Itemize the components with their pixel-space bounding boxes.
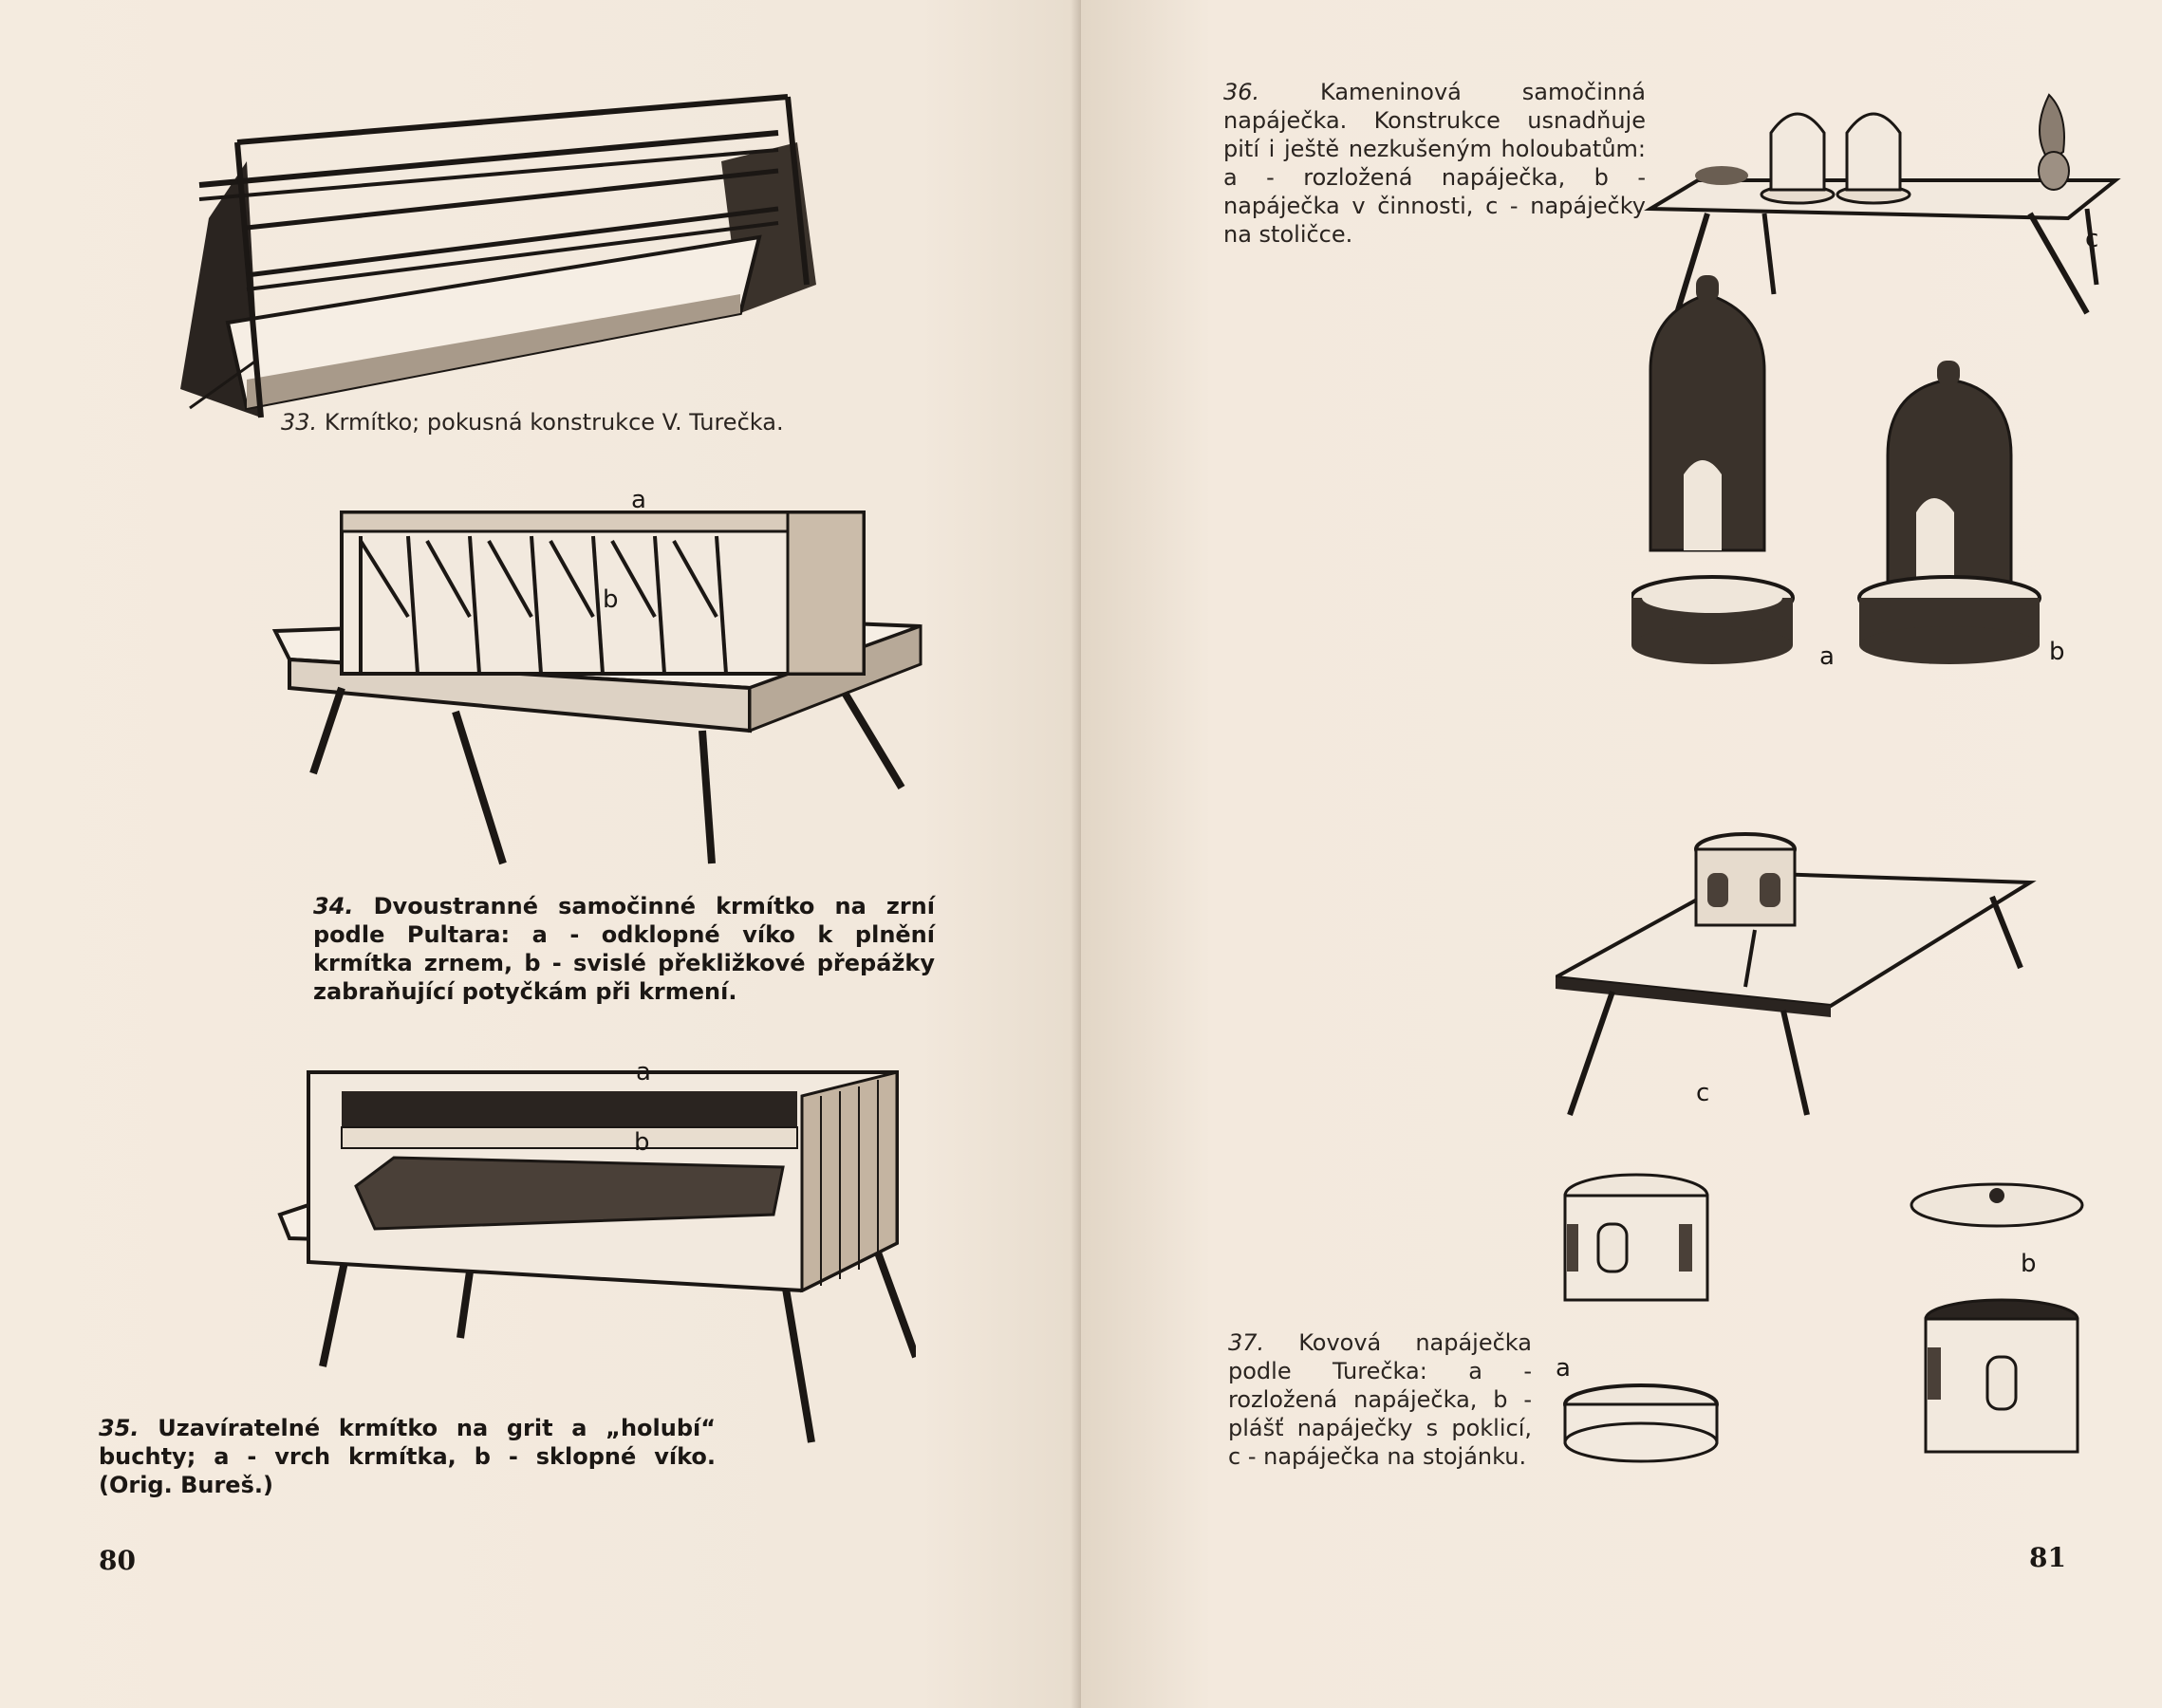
figure-33-text: Krmítko; pokusná konstrukce V. Turečka. (324, 409, 784, 436)
figure-35-label-a: a (636, 1058, 651, 1086)
page-number-left: 80 (99, 1545, 136, 1576)
page-number-right: 81 (2029, 1542, 2066, 1573)
figure-36-label-a: a (1819, 642, 1835, 671)
figure-34-label-a: a (631, 486, 646, 514)
figure-36-caption (1223, 78, 1646, 249)
figure-35-illustration (270, 1053, 916, 1461)
figure-33-caption (281, 408, 945, 436)
figure-35-number: 35. (99, 1415, 140, 1441)
figure-36-illustration (1631, 57, 2125, 674)
figure-34-number: 34. (313, 893, 354, 919)
figure-36-label-b: b (2049, 638, 2065, 666)
figure-34-caption (313, 892, 935, 1006)
figure-34-illustration (256, 484, 940, 873)
figure-35-caption (99, 1414, 716, 1499)
figure-36-text: Kameninová samočinná napáječka. Konstrukce usnadňuje pití i ještě nezkušeným holoubatům: a - rozložená napáječka, b - napáječka v činnosti, c - napáječky na stoličce. (1223, 79, 1646, 248)
figure-37-label-c: c (1696, 1079, 1710, 1107)
figure-37-caption (1228, 1328, 1532, 1471)
figure-35-label-b: b (634, 1128, 650, 1157)
figure-37-text: Kovová napáječka podle Turečka: a - rozložená napáječka, b - plášť napáječky s poklicí, c - napáječka na stojánku. (1228, 1329, 1532, 1470)
figure-33-illustration (171, 85, 892, 427)
figure-35-text: Uzavíratelné krmítko na grit a „holubí“ buchty; a - vrch krmítka, b - sklopné víko. (Orig. Bureš.) (99, 1415, 717, 1498)
right-page (1081, 0, 2162, 1708)
figure-37-label-b: b (2021, 1250, 2037, 1278)
figure-34-text: Dvoustranné samočinné krmítko na zrní podle Pultara: a - odklopné víko k plnění krmítka zrnem, b - svislé překližkové přepážky zabraňující potyčkám při krmení. (313, 893, 935, 1005)
figure-36-number: 36. (1223, 79, 1260, 105)
figure-37-label-a: a (1556, 1354, 1571, 1383)
figure-34-label-b: b (603, 585, 619, 614)
figure-37-illustration (1556, 807, 2144, 1490)
figure-37-number: 37. (1228, 1329, 1265, 1356)
figure-36-label-c: c (2085, 225, 2099, 253)
figure-33-number: 33. (281, 409, 318, 436)
